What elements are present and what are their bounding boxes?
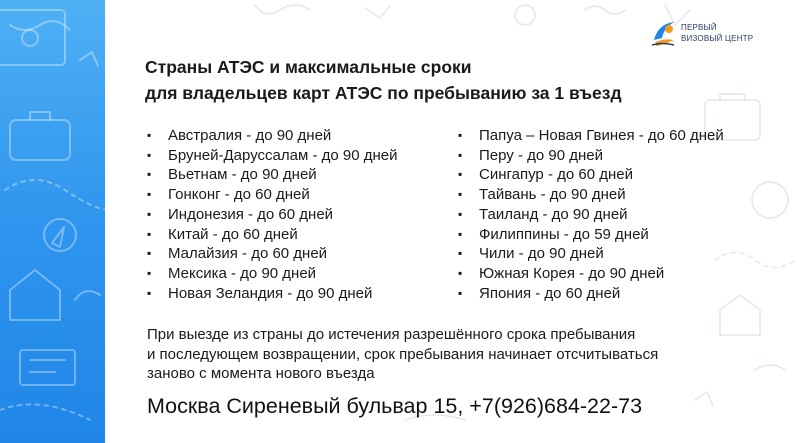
logo-line-2: ВИЗОВЫЙ ЦЕНТР [681, 34, 754, 43]
note-line-1: При выезде из страны до истечения разрешённого срока пребывания [147, 326, 636, 343]
bullet-icon: ▪ [147, 285, 152, 300]
sun-doodle [515, 5, 535, 25]
logo-emblem-icon [650, 18, 678, 48]
country-entry: Сингапур - до 60 дней [479, 166, 633, 184]
list-item [145, 225, 397, 245]
bullet-icon: ▪ [147, 265, 152, 280]
ticket-icon [20, 350, 75, 385]
plane-icon [80, 52, 98, 66]
list-item [456, 264, 724, 284]
travel-doodles-pattern [0, 0, 105, 443]
bullet-icon: ▪ [458, 128, 463, 142]
bullet-icon: ▪ [458, 226, 463, 241]
title-line-2: для владельцев карт АТЭС по пребыванию за 1 въезд [145, 83, 622, 103]
country-entry: Индонезия - до 60 дней [168, 205, 334, 223]
list-item [145, 284, 397, 304]
list-item [456, 284, 724, 304]
list-item [456, 185, 724, 205]
list-item [145, 185, 397, 205]
country-entry: Таиланд - до 90 дней [479, 205, 628, 223]
bullet-icon: ▪ [458, 246, 463, 261]
country-entry: Малайзия - до 60 дней [168, 245, 328, 263]
bullet-icon: ▪ [458, 285, 463, 300]
bullet-icon: ▪ [458, 187, 463, 202]
list-item [456, 165, 724, 185]
note-line-3: заново с момента нового въезда [147, 365, 375, 382]
list-item [145, 146, 397, 166]
bullet-icon: ▪ [458, 167, 463, 182]
country-entry: Перу - до 90 дней [479, 146, 603, 164]
country-entry: Папуа – Новая Гвинея - до 60 дней [479, 127, 724, 144]
country-entry: Гонконг - до 60 дней [168, 186, 310, 204]
list-item [456, 244, 724, 264]
suitcase-icon [10, 120, 70, 160]
brand-logo [650, 18, 790, 58]
bullet-icon: ▪ [458, 265, 463, 280]
list-item [145, 264, 397, 284]
bullet-icon: ▪ [458, 206, 463, 221]
list-item [145, 205, 397, 225]
bullet-icon: ▪ [147, 206, 152, 221]
country-entry: Филиппины - до 59 дней [479, 225, 649, 243]
countries-list-left [145, 126, 397, 303]
note-line-2: и последующем возвращении, срок пребывания начинает отсчитываться [147, 345, 659, 363]
country-entry: Бруней-Даруссалам - до 90 дней [168, 146, 398, 164]
country-entry: Китай - до 60 дней [168, 225, 298, 243]
house-icon [10, 270, 60, 320]
country-entry: Австралия - до 90 дней [168, 127, 332, 144]
list-item [145, 165, 397, 185]
country-entry: Япония - до 60 дней [479, 284, 621, 302]
country-entry: Мексика - до 90 дней [168, 264, 317, 282]
country-entry: Чили - до 90 дней [479, 245, 604, 263]
compass-doodle [752, 182, 788, 218]
country-entry: Южная Корея - до 90 дней [479, 264, 665, 282]
plane-doodle [695, 392, 713, 406]
page-title [145, 54, 622, 106]
logo-text [681, 22, 753, 44]
map-icon [0, 10, 65, 65]
countries-list-right [456, 126, 724, 303]
contact-address: Москва Сиреневый бульвар 15, +7(926)684-22-73 [147, 394, 643, 418]
decorative-side-band [0, 0, 105, 443]
bullet-icon: ▪ [147, 128, 152, 142]
bullet-icon: ▪ [458, 147, 463, 162]
bullet-icon: ▪ [147, 226, 152, 241]
title-line-1: Страны АТЭС и максимальные сроки [145, 57, 472, 77]
bullet-icon: ▪ [147, 147, 152, 162]
country-entry: Новая Зеландия - до 90 дней [168, 284, 373, 302]
wave-doodle [255, 5, 310, 14]
logo-line-1: ПЕРВЫЙ [681, 23, 717, 32]
stay-rule-note [147, 325, 658, 384]
house-doodle [720, 295, 760, 335]
bullet-icon: ▪ [147, 246, 152, 261]
list-item [456, 126, 724, 146]
list-item [145, 126, 397, 146]
list-item [456, 225, 724, 245]
list-item [145, 244, 397, 264]
bullet-icon: ▪ [147, 187, 152, 202]
country-entry: Вьетнам - до 90 дней [168, 166, 317, 184]
bullet-icon: ▪ [147, 167, 152, 182]
country-entry: Тайвань - до 90 дней [479, 186, 626, 204]
list-item [456, 205, 724, 225]
list-item [456, 146, 724, 166]
